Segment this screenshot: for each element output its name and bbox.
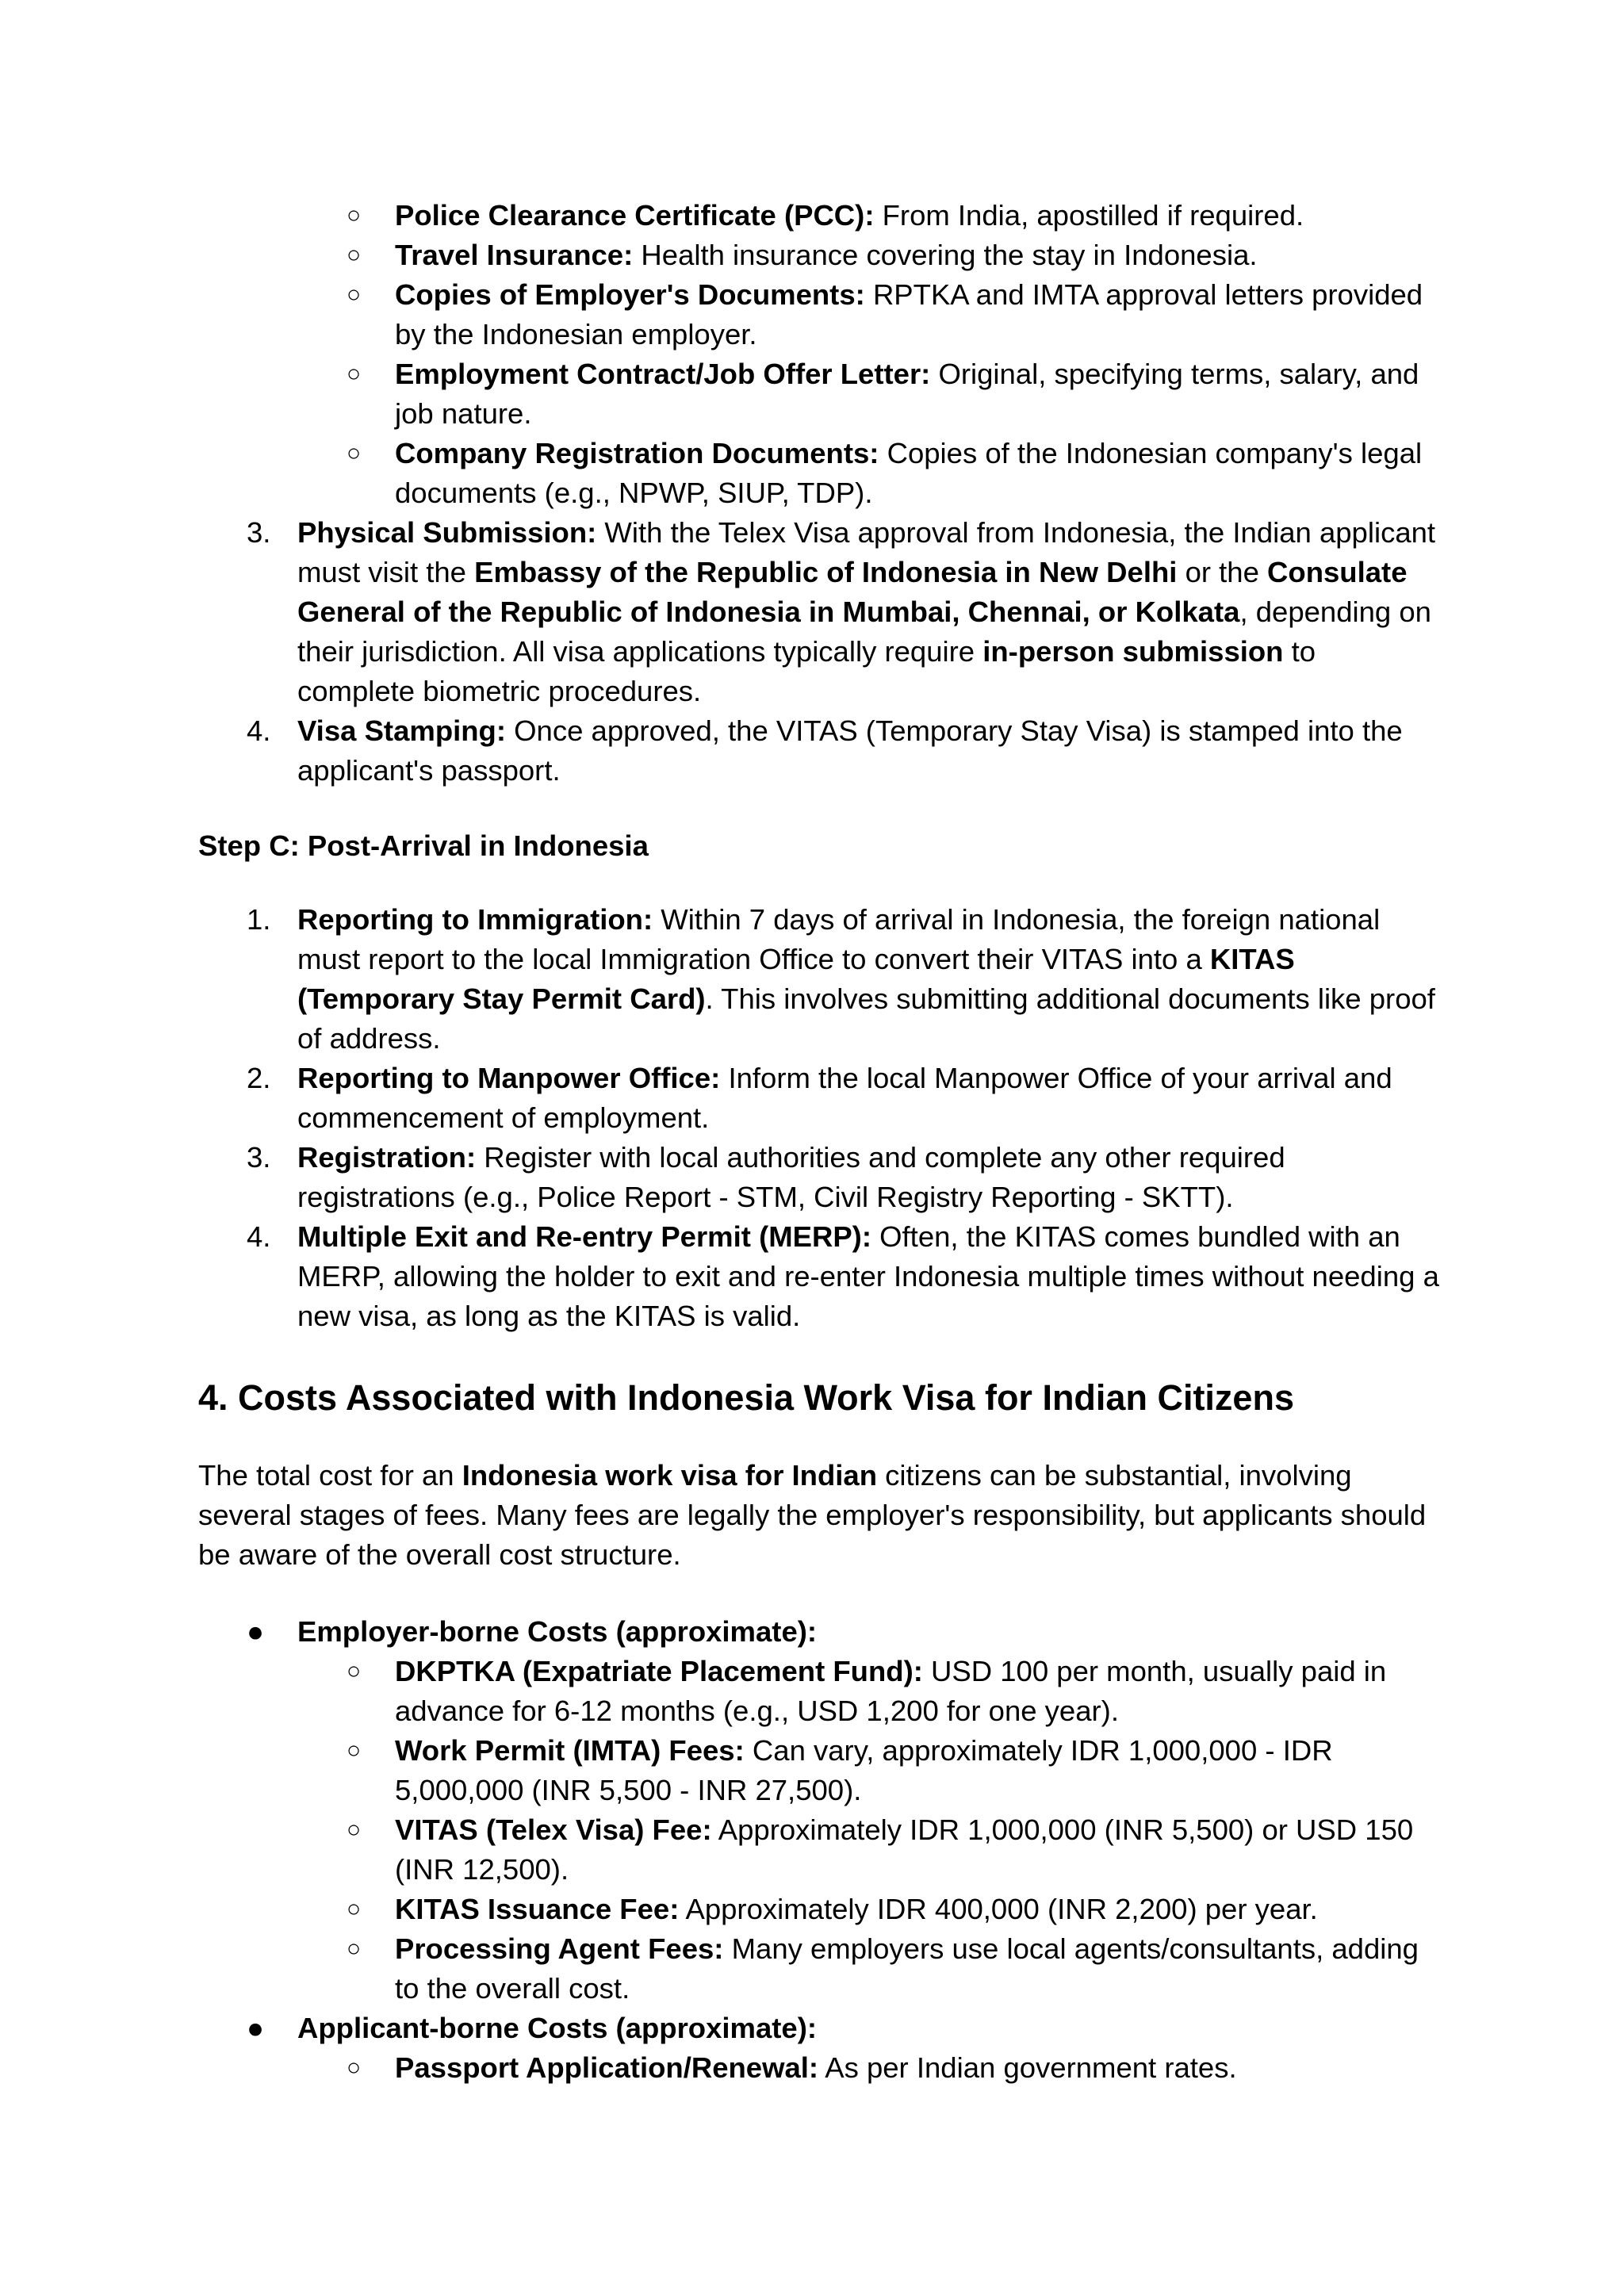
item-text: From India, apostilled if required.	[874, 199, 1304, 232]
item-text: Health insurance covering the stay in Indonesia.	[633, 239, 1258, 271]
item-label: Reporting to Manpower Office:	[297, 1062, 721, 1094]
list-item-reporting-manpower	[247, 1059, 1439, 1138]
circle-bullet-icon: ○	[347, 1658, 362, 1684]
circle-bullet-icon: ○	[347, 1896, 362, 1922]
list-number: 1.	[247, 903, 271, 936]
item-text: . This involves submitting additional documents like proof of address.	[297, 982, 1435, 1055]
list-item-company-registration	[347, 434, 1450, 513]
item-text: Often, the KITAS comes bundled with an MERP, allowing the holder to exit and re-enter Indonesia multiple times without needing a new visa, as long as the KITAS is valid.	[297, 1220, 1439, 1332]
list-item-employer-costs	[247, 1612, 1439, 1652]
circle-bullet-icon: ○	[347, 1737, 362, 1764]
item-label: Multiple Exit and Re-entry Permit (MERP):	[297, 1220, 871, 1253]
item-text: With the Telex Visa approval from Indonesia, the Indian applicant must visit the	[297, 516, 1436, 588]
list-item-reporting-immigration	[247, 900, 1439, 1059]
item-label: Processing Agent Fees:	[395, 1932, 724, 1965]
list-item-travel-insurance	[347, 236, 1450, 275]
costs-section-heading: 4. Costs Associated with Indonesia Work Visa for Indian Citizens	[198, 1377, 1294, 1418]
step-c-heading: Step C: Post-Arrival in Indonesia	[198, 829, 649, 862]
item-label: Police Clearance Certificate (PCC):	[395, 199, 875, 232]
circle-bullet-icon: ○	[347, 361, 362, 387]
circle-bullet-icon: ○	[347, 440, 362, 466]
item-text: Original, specifying terms, salary, and job nature.	[395, 358, 1419, 430]
para-text: citizens can be substantial, involving several stages of fees. Many fees are legally the employer's responsibility, but applicants should be aware of the overall cost structure.	[198, 1459, 1427, 1571]
list-item-pcc	[347, 196, 1450, 236]
item-text: Inform the local Manpower Office of your arrival and commencement of employment.	[297, 1062, 1392, 1134]
list-number: 4.	[247, 714, 271, 747]
list-item-physical-submission	[247, 513, 1439, 711]
item-label: Visa Stamping:	[297, 714, 507, 747]
costs-intro-paragraph	[198, 1456, 1451, 1575]
circle-bullet-icon: ○	[347, 281, 362, 308]
list-item-employment-contract	[347, 354, 1450, 434]
item-label: KITAS Issuance Fee:	[395, 1893, 680, 1925]
list-number: 4.	[247, 1220, 271, 1253]
item-text: or the	[1177, 556, 1268, 588]
list-item-vitas-fee	[347, 1810, 1450, 1890]
item-text: Approximately IDR 400,000 (INR 2,200) per year.	[679, 1893, 1318, 1925]
para-text: The total cost for an	[198, 1459, 462, 1492]
item-label: Employment Contract/Job Offer Letter:	[395, 358, 931, 390]
list-item-agent-fees	[347, 1929, 1450, 2009]
in-person-emphasis: in-person submission	[982, 635, 1284, 668]
item-label: Reporting to Immigration:	[297, 903, 653, 936]
item-label: Travel Insurance:	[395, 239, 634, 271]
item-text: RPTKA and IMTA approval letters provided by the Indonesian employer.	[395, 278, 1423, 350]
list-item-dkptka	[347, 1652, 1450, 1731]
item-text: Register with local authorities and complete any other required registrations (e.g., Police Report - STM, Civil Registry Reporting - SKTT).	[297, 1141, 1285, 1213]
circle-bullet-icon: ○	[347, 1936, 362, 1962]
circle-bullet-icon: ○	[347, 202, 362, 228]
list-item-visa-stamping	[247, 711, 1439, 791]
list-number: 3.	[247, 1141, 271, 1174]
item-label: Work Permit (IMTA) Fees:	[395, 1734, 745, 1767]
list-item-passport	[347, 2048, 1450, 2088]
kitas-emphasis: KITAS (Temporary Stay Permit Card)	[297, 943, 1295, 1015]
bullet-icon: ●	[247, 1615, 265, 1648]
circle-bullet-icon: ○	[347, 2055, 362, 2081]
item-label: DKPTKA (Expatriate Placement Fund):	[395, 1655, 923, 1687]
list-item-applicant-costs	[247, 2009, 1439, 2048]
item-text: to complete biometric procedures.	[297, 635, 1316, 707]
circle-bullet-icon: ○	[347, 1817, 362, 1843]
item-label: Applicant-borne Costs (approximate):	[297, 2012, 818, 2044]
list-item-employer-documents	[347, 275, 1450, 354]
item-text: Can vary, approximately IDR 1,000,000 - IDR 5,000,000 (INR 5,500 - INR 27,500).	[395, 1734, 1333, 1806]
item-label: Company Registration Documents:	[395, 437, 879, 469]
item-text: Approximately IDR 1,000,000 (INR 5,500) or USD 150 (INR 12,500).	[395, 1813, 1414, 1886]
item-text: Within 7 days of arrival in Indonesia, the foreign national must report to the local Immigration Office to convert their VITAS into a	[297, 903, 1381, 975]
list-number: 3.	[247, 516, 271, 549]
item-text: , depending on their jurisdiction. All visa applications typically require	[297, 596, 1431, 668]
item-label: VITAS (Telex Visa) Fee:	[395, 1813, 712, 1846]
list-number: 2.	[247, 1062, 271, 1094]
list-item-kitas-fee	[347, 1890, 1450, 1929]
circle-bullet-icon: ○	[347, 242, 362, 268]
embassy-name: Embassy of the Republic of Indonesia in New Delhi	[474, 556, 1178, 588]
item-label: Copies of Employer's Documents:	[395, 278, 865, 311]
para-emphasis: Indonesia work visa for Indian	[462, 1459, 878, 1492]
item-label: Passport Application/Renewal:	[395, 2051, 819, 2084]
item-text: Copies of the Indonesian company's legal documents (e.g., NPWP, SIUP, TDP).	[395, 437, 1423, 509]
list-item-registration	[247, 1138, 1439, 1217]
item-label: Employer-borne Costs (approximate):	[297, 1615, 818, 1648]
list-item-imta-fees	[347, 1731, 1450, 1810]
item-text: USD 100 per month, usually paid in advance for 6-12 months (e.g., USD 1,200 for one year).	[395, 1655, 1387, 1727]
item-label: Registration:	[297, 1141, 477, 1174]
item-text: As per Indian government rates.	[818, 2051, 1237, 2084]
consulate-name: Consulate General of the Republic of Indonesia in Mumbai, Chennai, or Kolkata	[297, 556, 1408, 628]
bullet-icon: ●	[247, 2012, 265, 2044]
item-text: Many employers use local agents/consultants, adding to the overall cost.	[395, 1932, 1419, 2005]
list-item-merp	[247, 1217, 1439, 1336]
item-label: Physical Submission:	[297, 516, 597, 549]
item-text: Once approved, the VITAS (Temporary Stay Visa) is stamped into the applicant's passport.	[297, 714, 1403, 787]
